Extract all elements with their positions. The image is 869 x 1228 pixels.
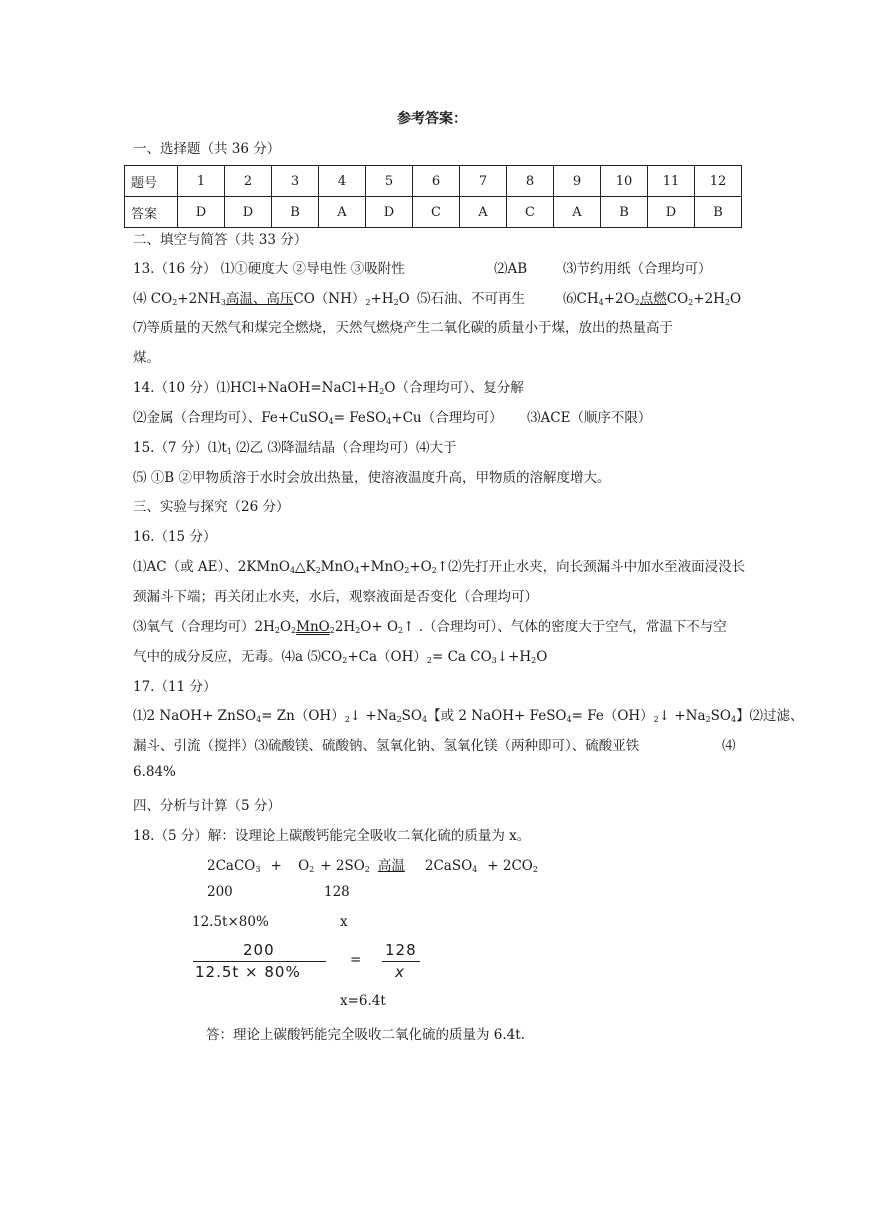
q15-line2: ⑸ ①B ②甲物质溶于水时会放出热量，使溶液温度升高，甲物质的溶解度增大。 xyxy=(133,470,611,486)
table-cell: 9 xyxy=(554,166,601,197)
table-cell: 8 xyxy=(507,166,554,197)
q14-line1: 14.（10 分）$⑴HCl+NaOH=NaCl+H_2O$（合理均可）、复分解 xyxy=(133,380,524,396)
table-cell: A xyxy=(554,197,601,228)
molar-mass-caco3: 200 xyxy=(207,884,233,900)
fraction-right-numerator: 128 xyxy=(385,941,417,959)
table-row-numbers xyxy=(125,166,742,197)
table-cell: D xyxy=(366,197,413,228)
table-cell: 6 xyxy=(413,166,460,197)
reaction-condition: 点燃 xyxy=(639,291,667,307)
given-mass: 12.5t×80% xyxy=(192,914,269,930)
q14-line2: ⑵金属（合理均可）、Fe+CuSO$_4$= FeSO$_4$+Cu（合理均可） xyxy=(133,410,503,426)
table-cell: B xyxy=(601,197,648,228)
q16-line3: ⑶氧气（合理均可）$2H_2O_2MnO_22H_2O+$ $O_2↑$ .（合理均可）、气体的密度大于空气，常温下不与空 xyxy=(133,619,727,635)
result-line: x=6.4t xyxy=(340,993,386,1009)
fraction-left-bar xyxy=(193,961,326,962)
table-cell: 10 xyxy=(601,166,648,197)
reaction-condition: 高温 xyxy=(377,858,405,874)
final-answer: 答：理论上碳酸钙能完全吸收二氧化硫的质量为 6.4t. xyxy=(206,1027,525,1043)
row-label-answer: 答案 xyxy=(125,197,178,228)
q16-line1: ⑴AC（或 AE）、$2KMnO_4\triangle K_2MnO_4+MnO_2+O_2↑⑵$先打开止水夹，向长颈漏斗中加水至液面浸没长 xyxy=(133,559,746,575)
table-cell: 5 xyxy=(366,166,413,197)
q13-part6: $⑹CH_4+2O_2$点燃$CO_2+2H_2O$ xyxy=(563,291,742,307)
q13-line4: 煤。 xyxy=(133,350,160,366)
table-cell: D xyxy=(648,197,695,228)
q13-part5: ⑸石油、不可再生 xyxy=(417,291,525,307)
table-cell: D xyxy=(225,197,272,228)
q13-part3: ⑶节约用纸（合理均可） xyxy=(563,261,712,277)
molar-mass-so2: 128 xyxy=(324,884,350,900)
table-cell: B xyxy=(272,197,319,228)
table-cell: 7 xyxy=(460,166,507,197)
table-cell: D xyxy=(178,197,225,228)
answer-table xyxy=(124,165,742,228)
q18-equation: 2CaCO$_3$ + $O_2 + 2SO_2$ 高温 2CaSO$_4$ + $2CO_2$ xyxy=(207,858,538,874)
q17-line1: ⑴2 NaOH+ ZnSO$_4$= $Zn(OH)_2↓ +Na_2SO_4$【或 2 NaOH+ FeSO$_4$= $Fe(OH)_2↓ +Na_2SO_4$】⑵过滤、 xyxy=(133,708,804,724)
q16-line4: 气中的成分反应，无毒。⑷a $⑸CO_2+Ca(OH)_2= Ca$ $CO_3↓+H_2O$ xyxy=(133,649,548,665)
section-calc-heading: 四、分析与计算（5 分） xyxy=(133,798,281,814)
equals-sign: = xyxy=(350,952,362,968)
page-title: 参考答案： xyxy=(397,111,467,127)
q17-heading: 17.（11 分） xyxy=(133,679,217,695)
table-cell: A xyxy=(460,197,507,228)
table-cell: 12 xyxy=(695,166,742,197)
table-cell: 1 xyxy=(178,166,225,197)
q16-heading: 16.（15 分） xyxy=(133,529,217,545)
q14-part3: ⑶ACE（顺序不限） xyxy=(527,410,652,426)
fraction-right-denominator: x xyxy=(395,963,404,981)
q13-line3: ⑺等质量的天然气和煤完全燃烧，天然气燃烧产生二氧化碳的质量小于煤，放出的热量高于 xyxy=(133,320,673,336)
table-cell: 3 xyxy=(272,166,319,197)
table-cell: 11 xyxy=(648,166,695,197)
heating-symbol: △ xyxy=(295,559,306,575)
q15-line1: 15.（7 分）$⑴t_1$ ⑵乙 ⑶降温结晶（合理均可）⑷大于 xyxy=(133,440,457,456)
table-cell: C xyxy=(507,197,554,228)
q13-line1: 13.（16 分） ⑴①硬度大 ②导电性 ③吸附性 xyxy=(133,261,405,277)
q13-line2: ⑷ $CO_2+2NH_3$高温、高压$CO(NH)_2+H_2O$ xyxy=(133,291,410,307)
fraction-left-numerator: 200 xyxy=(243,941,275,959)
fraction-left-denominator: 12.5t × 80% xyxy=(195,963,301,981)
table-cell: 4 xyxy=(319,166,366,197)
table-cell: C xyxy=(413,197,460,228)
q17-line3: 6.84% xyxy=(133,764,176,780)
q16-line2: 颈漏斗下端；再关闭止水夹，水后，观察液面是否变化（合理均可） xyxy=(133,589,538,605)
row-label-number: 题号 xyxy=(125,166,178,197)
section-experiment-heading: 三、实验与探究（26 分） xyxy=(133,499,290,515)
unknown-mass: x xyxy=(340,914,348,930)
catalyst-label: MnO$_2$ xyxy=(296,619,335,635)
reaction-condition: 高温、高压 xyxy=(225,291,294,307)
table-cell: 2 xyxy=(225,166,272,197)
q17-line2: 漏斗、引流（搅拌）⑶硫酸镁、硫酸钠、氢氧化钠、氢氧化镁（两种即可）、硫酸亚铁 xyxy=(133,738,640,754)
table-cell: A xyxy=(319,197,366,228)
q18-heading: 18.（5 分）解：设理论上碳酸钙能完全吸收二氧化硫的质量为 x。 xyxy=(133,828,531,844)
q17-part4: ⑷ xyxy=(722,738,736,754)
table-cell: B xyxy=(695,197,742,228)
section-choice-heading: 一、选择题（共 36 分） xyxy=(133,141,281,157)
fraction-right-bar xyxy=(382,961,420,962)
q13-part2: ⑵AB xyxy=(494,261,528,277)
table-row-answers xyxy=(125,197,742,228)
section-fill-heading: 二、填空与简答（共 33 分） xyxy=(133,232,308,248)
